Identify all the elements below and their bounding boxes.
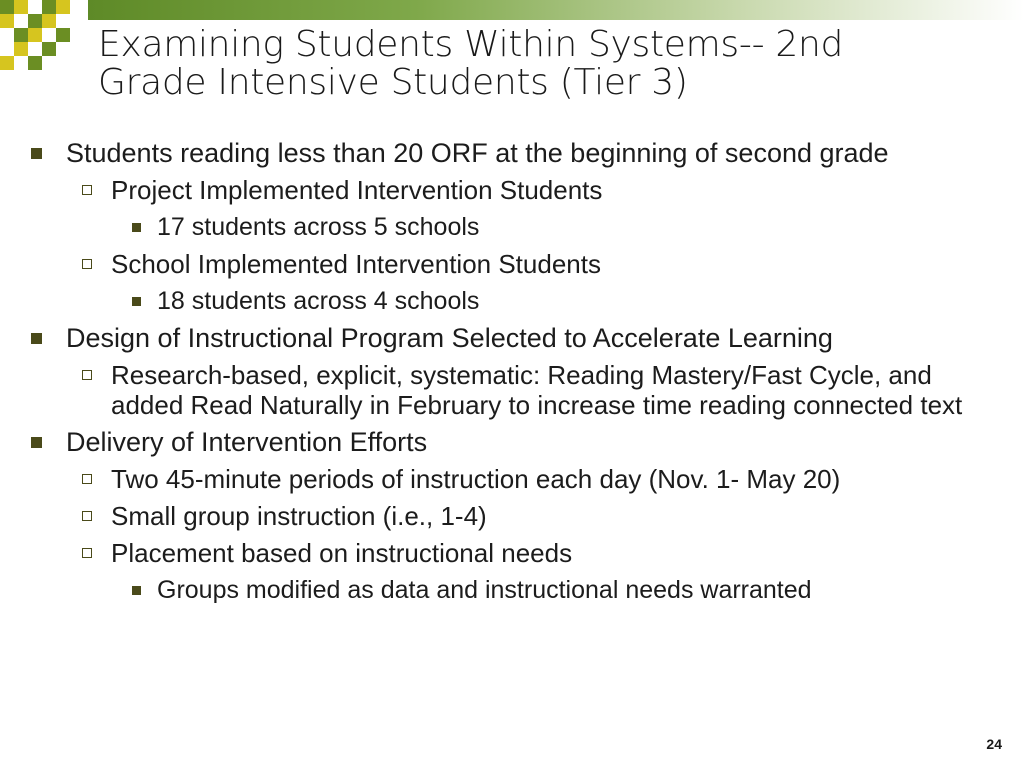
decor-square (56, 0, 70, 14)
bullet-item-level-3 (0, 286, 1017, 316)
page-number: 24 (986, 736, 1002, 752)
bullet-item-level-2 (0, 175, 991, 205)
bullet-text: Students reading less than 20 ORF at the beginning of second grade (66, 138, 889, 168)
decor-square (28, 28, 42, 42)
decor-square (42, 42, 56, 56)
decor-square (0, 56, 14, 70)
bullet-text: Research-based, explicit, systematic: Reading Mastery/Fast Cycle, and added Read Naturally in February to increase time reading connected text (111, 360, 963, 420)
bullet-text: 18 students across 4 schools (157, 287, 480, 315)
bullet-text: Placement based on instructional needs (111, 538, 573, 568)
slide-title-line-2: Grade Intensive Students (Tier 3) (98, 62, 688, 103)
bullet-text: School Implemented Intervention Students (111, 249, 601, 279)
bullet-item-level-2 (0, 464, 991, 494)
square-bullet-icon (132, 223, 141, 232)
decor-square (28, 56, 42, 70)
title-accent-bar (88, 0, 1024, 20)
decor-square (56, 28, 70, 42)
bullet-item-level-1 (0, 138, 946, 168)
bullet-item-level-1 (0, 427, 946, 457)
hollow-square-bullet-icon (82, 548, 92, 558)
decor-square (28, 14, 42, 28)
hollow-square-bullet-icon (82, 511, 92, 521)
decor-square (14, 42, 28, 56)
bullet-item-level-2 (0, 538, 991, 568)
bullet-item-level-1 (0, 323, 946, 353)
decor-square (42, 0, 56, 14)
slide-title-line-1: Examining Students Within Systems-- 2nd (98, 24, 844, 65)
bullet-item-level-3 (0, 575, 1017, 605)
bullet-text: Project Implemented Intervention Students (111, 175, 603, 205)
square-bullet-icon (31, 437, 42, 448)
bullet-text: Design of Instructional Program Selected to Accelerate Learning (66, 323, 833, 353)
decor-square (14, 28, 28, 42)
decor-square (0, 0, 14, 14)
square-bullet-icon (31, 333, 42, 344)
hollow-square-bullet-icon (82, 185, 92, 195)
bullet-text: Small group instruction (i.e., 1-4) (111, 501, 487, 531)
square-bullet-icon (31, 148, 42, 159)
bullet-text: Two 45-minute periods of instruction each day (Nov. 1- May 20) (111, 464, 841, 494)
bullet-item-level-3 (0, 212, 1017, 242)
bullet-item-level-2 (0, 249, 991, 279)
decor-square (0, 14, 14, 28)
hollow-square-bullet-icon (82, 259, 92, 269)
square-bullet-icon (132, 586, 141, 595)
decor-square (42, 14, 56, 28)
square-bullet-icon (132, 297, 141, 306)
bullet-item-level-2 (0, 360, 991, 420)
slide-title (98, 26, 998, 102)
bullet-text: 17 students across 5 schools (157, 213, 480, 241)
hollow-square-bullet-icon (82, 474, 92, 484)
bullet-item-level-2 (0, 501, 991, 531)
bullet-text: Groups modified as data and instructional needs warranted (157, 576, 812, 604)
bullet-list (0, 138, 1024, 612)
decor-square (14, 0, 28, 14)
bullet-text: Delivery of Intervention Efforts (66, 427, 428, 457)
hollow-square-bullet-icon (82, 370, 92, 380)
